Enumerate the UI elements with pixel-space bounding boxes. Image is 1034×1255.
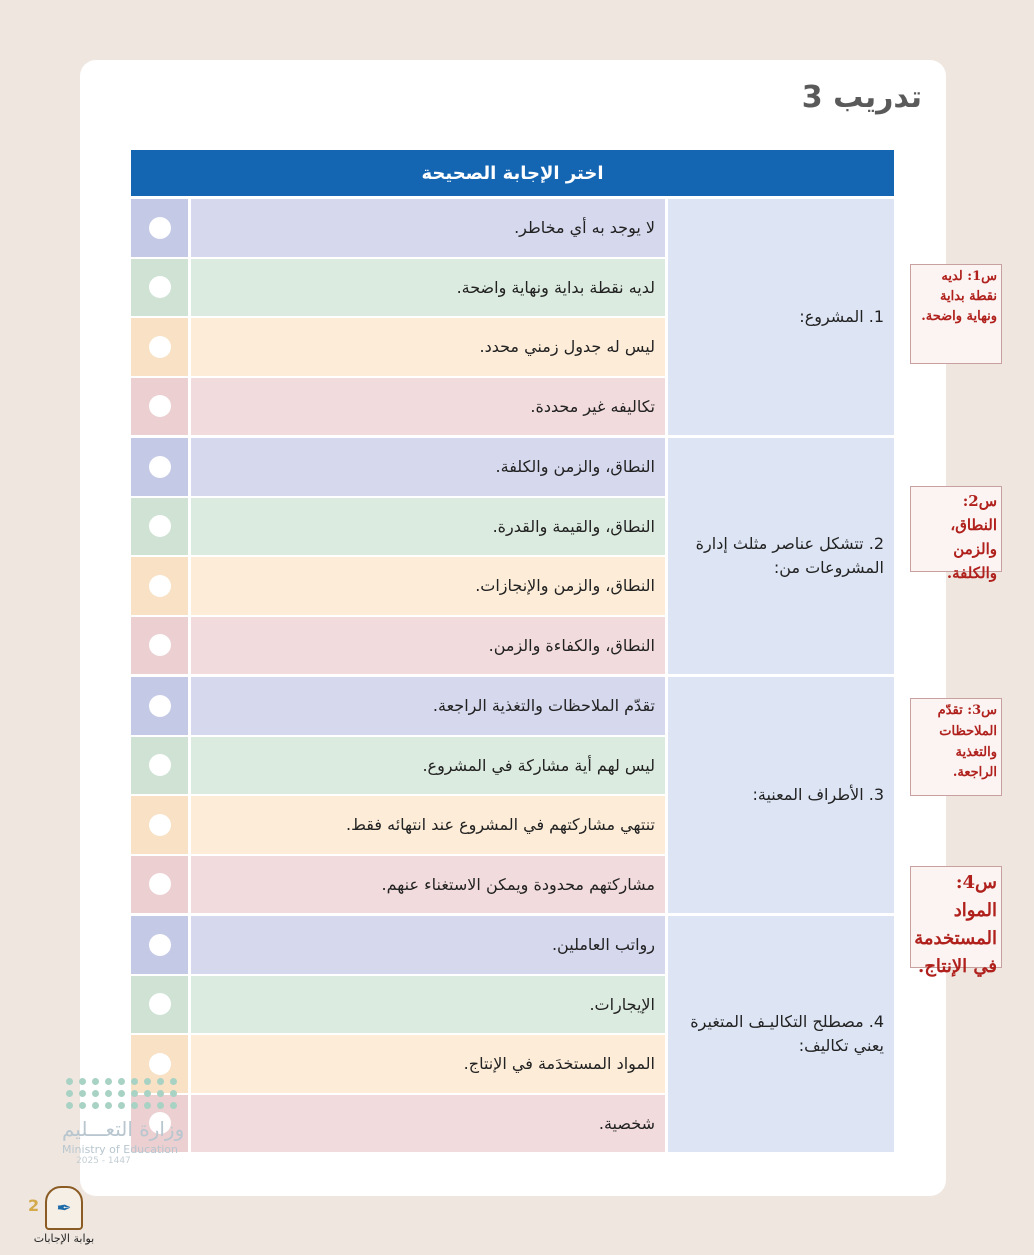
answer-option[interactable]: شخصية. [191,1095,665,1153]
ministry-english: Ministry of Education [62,1143,179,1156]
radio-cell[interactable] [131,498,188,558]
answer-note-1: س1: لديه نقطة بداية ونهاية واضحة. [910,264,1002,364]
ministry-watermark [62,1078,202,1166]
answer-option[interactable]: النطاق، والزمن والكلفة. [191,438,665,498]
question-group-4 [131,916,894,1155]
exercise-title: تدريب 3 [801,80,922,115]
radio-button[interactable] [149,993,171,1015]
question-group-2 [131,438,894,677]
question-text: 2. تتشكل عناصر مثلث إدارة المشروعات من: [668,438,894,674]
radio-button[interactable] [149,395,171,417]
radio-button[interactable] [149,754,171,776]
answer-option[interactable]: رواتب العاملين. [191,916,665,976]
radio-cell[interactable] [131,677,188,737]
radio-button[interactable] [149,336,171,358]
answer-option[interactable]: النطاق، والقيمة والقدرة. [191,498,665,558]
radio-button[interactable] [149,575,171,597]
page-number: 2 [28,1196,40,1215]
table-header: اختر الإجابة الصحيحة [131,150,894,199]
radio-button[interactable] [149,814,171,836]
answer-option[interactable]: تنتهي مشاركتهم في المشروع عند انتهائه فقط. [191,796,665,856]
radio-button[interactable] [149,1053,171,1075]
radio-button[interactable] [149,515,171,537]
radio-cell[interactable] [131,438,188,498]
question-group-3 [131,677,894,916]
site-logo[interactable] [22,1186,106,1245]
radio-cell[interactable] [131,259,188,319]
radio-cell[interactable] [131,617,188,675]
radio-cell[interactable] [131,199,188,259]
radio-button[interactable] [149,873,171,895]
quiz-table [131,150,894,1155]
ministry-logo-icon [66,1078,202,1109]
question-text: 1. المشروع: [668,199,894,435]
radio-cell[interactable] [131,976,188,1036]
radio-cell[interactable] [131,796,188,856]
site-label: بوابة الإجابات [33,1232,95,1245]
radio-button[interactable] [149,456,171,478]
answer-note-4: س4: المواد المستخدمة في الإنتاج. [910,866,1002,968]
answer-option[interactable]: ليس له جدول زمني محدد. [191,318,665,378]
answer-option[interactable]: لديه نقطة بداية ونهاية واضحة. [191,259,665,319]
radio-button[interactable] [149,217,171,239]
radio-cell[interactable] [131,856,188,914]
answer-note-2: س2: النطاق، والزمن والكلفة. [910,486,1002,572]
question-text: 4. مصطلح التكاليـف المتغيرة يعني تكاليف: [668,916,894,1152]
answer-option[interactable]: الإيجارات. [191,976,665,1036]
radio-cell[interactable] [131,318,188,378]
answer-option[interactable]: تكاليفه غير محددة. [191,378,665,436]
radio-button[interactable] [149,934,171,956]
question-text: 3. الأطراف المعنية: [668,677,894,913]
answer-option[interactable]: مشاركتهم محدودة ويمكن الاستغناء عنهم. [191,856,665,914]
pen-nib-icon: ✒ [45,1186,83,1230]
radio-button[interactable] [149,276,171,298]
answer-option[interactable]: تقدّم الملاحظات والتغذية الراجعة. [191,677,665,737]
ministry-arabic: وزارة التعـــليم [62,1117,185,1141]
radio-cell[interactable] [131,916,188,976]
radio-button[interactable] [149,695,171,717]
radio-cell[interactable] [131,557,188,617]
radio-cell[interactable] [131,737,188,797]
answer-option[interactable]: المواد المستخدَمة في الإنتاج. [191,1035,665,1095]
answer-option[interactable]: ليس لهم أية مشاركة في المشروع. [191,737,665,797]
answer-note-3: س3: تقدّم الملاحظات والتغذية الراجعة. [910,698,1002,796]
question-group-1 [131,199,894,438]
answer-option[interactable]: النطاق، والزمن والإنجازات. [191,557,665,617]
ministry-year: 2025 - 1447 [76,1156,131,1166]
answer-option[interactable]: النطاق، والكفاءة والزمن. [191,617,665,675]
radio-cell[interactable] [131,378,188,436]
answer-option[interactable]: لا يوجد به أي مخاطر. [191,199,665,259]
radio-button[interactable] [149,634,171,656]
